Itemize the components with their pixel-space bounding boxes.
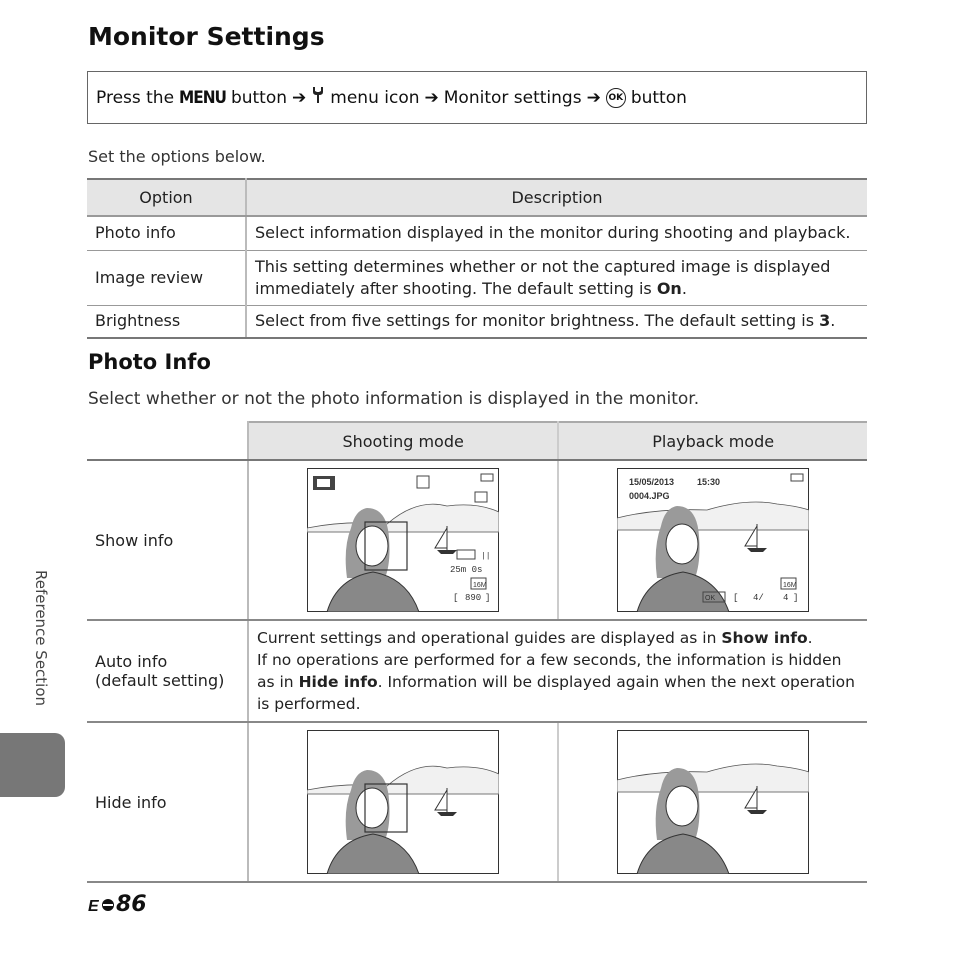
reference-section-icon bbox=[88, 896, 116, 914]
playback-date-text: 15/05/2013 bbox=[629, 477, 675, 487]
monitor-preview-playback-info bbox=[617, 468, 809, 612]
arrow-icon: ➔ bbox=[424, 87, 439, 108]
page-number-text: 86 bbox=[116, 892, 147, 917]
svg-text:||: || bbox=[481, 552, 491, 561]
svg-text:E: E bbox=[88, 898, 99, 914]
row-auto-info bbox=[87, 620, 248, 722]
section-intro: Select whether or not the photo information is displayed in the monitor. bbox=[88, 389, 700, 409]
option-brightness-desc: Select from five settings for monitor brightness. The default setting is 3. bbox=[246, 305, 867, 338]
svg-text:[: [ bbox=[733, 593, 739, 603]
playback-time-text: 15:30 bbox=[697, 477, 721, 487]
page-title: Monitor Settings bbox=[88, 22, 325, 51]
monitor-preview-shooting-hidden bbox=[307, 730, 499, 874]
svg-text:16M: 16M bbox=[783, 582, 797, 589]
playback-counter-text: 4/ bbox=[753, 593, 764, 603]
option-photo-info-desc: Select information displayed in the monitor during shooting and playback. bbox=[246, 216, 867, 250]
options-header-description: Description bbox=[246, 179, 867, 216]
svg-text:]: ] bbox=[485, 593, 491, 603]
nav-button-text-2: button bbox=[630, 87, 687, 108]
photo-info-table bbox=[87, 421, 867, 883]
page-number bbox=[88, 892, 147, 917]
option-image-review: Image review bbox=[87, 250, 246, 305]
row-hide-info: Hide info bbox=[87, 722, 248, 882]
wrench-icon bbox=[311, 86, 325, 109]
info-header-shooting: Shooting mode bbox=[248, 422, 558, 460]
option-image-review-desc: This setting determines whether or not the captured image is displayed immediately after shooting. The default setting is On. bbox=[246, 250, 867, 305]
frames-remaining-text: 890 bbox=[465, 593, 482, 603]
menu-path-box bbox=[87, 71, 867, 124]
playback-show-info-image bbox=[558, 460, 867, 620]
nav-button-text: button bbox=[230, 87, 288, 108]
monitor-preview-playback-hidden bbox=[617, 730, 809, 874]
side-tab-marker bbox=[0, 733, 65, 797]
info-header-playback: Playback mode bbox=[558, 422, 867, 460]
auto-info-description: Current settings and operational guides are displayed as in Show info. If no operations are performed for a few seconds, the information is hidden as in Hide info. Information will be displayed again when the next operation is performed. bbox=[248, 620, 867, 722]
side-section-label: Reference Section bbox=[32, 570, 50, 707]
ok-button-icon: OK bbox=[606, 88, 626, 108]
intro-text: Set the options below. bbox=[88, 147, 266, 166]
shooting-show-info-image bbox=[248, 460, 558, 620]
svg-text:[: [ bbox=[453, 593, 459, 603]
playback-hide-info-image bbox=[558, 722, 867, 882]
playback-filename-text: 0004.JPG bbox=[629, 491, 670, 501]
section-heading: Photo Info bbox=[88, 350, 211, 374]
playback-total-text: 4 bbox=[783, 593, 789, 603]
nav-press: Press the bbox=[96, 87, 175, 108]
nav-menu-icon-text: menu icon bbox=[330, 87, 420, 108]
svg-text:OK: OK bbox=[705, 595, 716, 602]
auto-info-sublabel: (default setting) bbox=[95, 671, 225, 690]
auto-info-label: Auto info bbox=[95, 652, 168, 671]
options-table bbox=[87, 178, 867, 339]
svg-text:]: ] bbox=[793, 593, 799, 603]
row-show-info: Show info bbox=[87, 460, 248, 620]
options-header-option: Option bbox=[87, 179, 246, 216]
menu-button-icon: MENU bbox=[179, 87, 226, 108]
nav-monitor-settings: Monitor settings bbox=[443, 87, 582, 108]
info-header-blank bbox=[87, 422, 248, 460]
arrow-icon: ➔ bbox=[586, 87, 601, 108]
svg-text:16M: 16M bbox=[473, 582, 487, 589]
option-photo-info: Photo info bbox=[87, 216, 246, 250]
shooting-hide-info-image bbox=[248, 722, 558, 882]
monitor-preview-shooting-info bbox=[307, 468, 499, 612]
arrow-icon: ➔ bbox=[292, 87, 307, 108]
time-remaining-text: 25m 0s bbox=[450, 565, 483, 575]
option-brightness: Brightness bbox=[87, 305, 246, 338]
